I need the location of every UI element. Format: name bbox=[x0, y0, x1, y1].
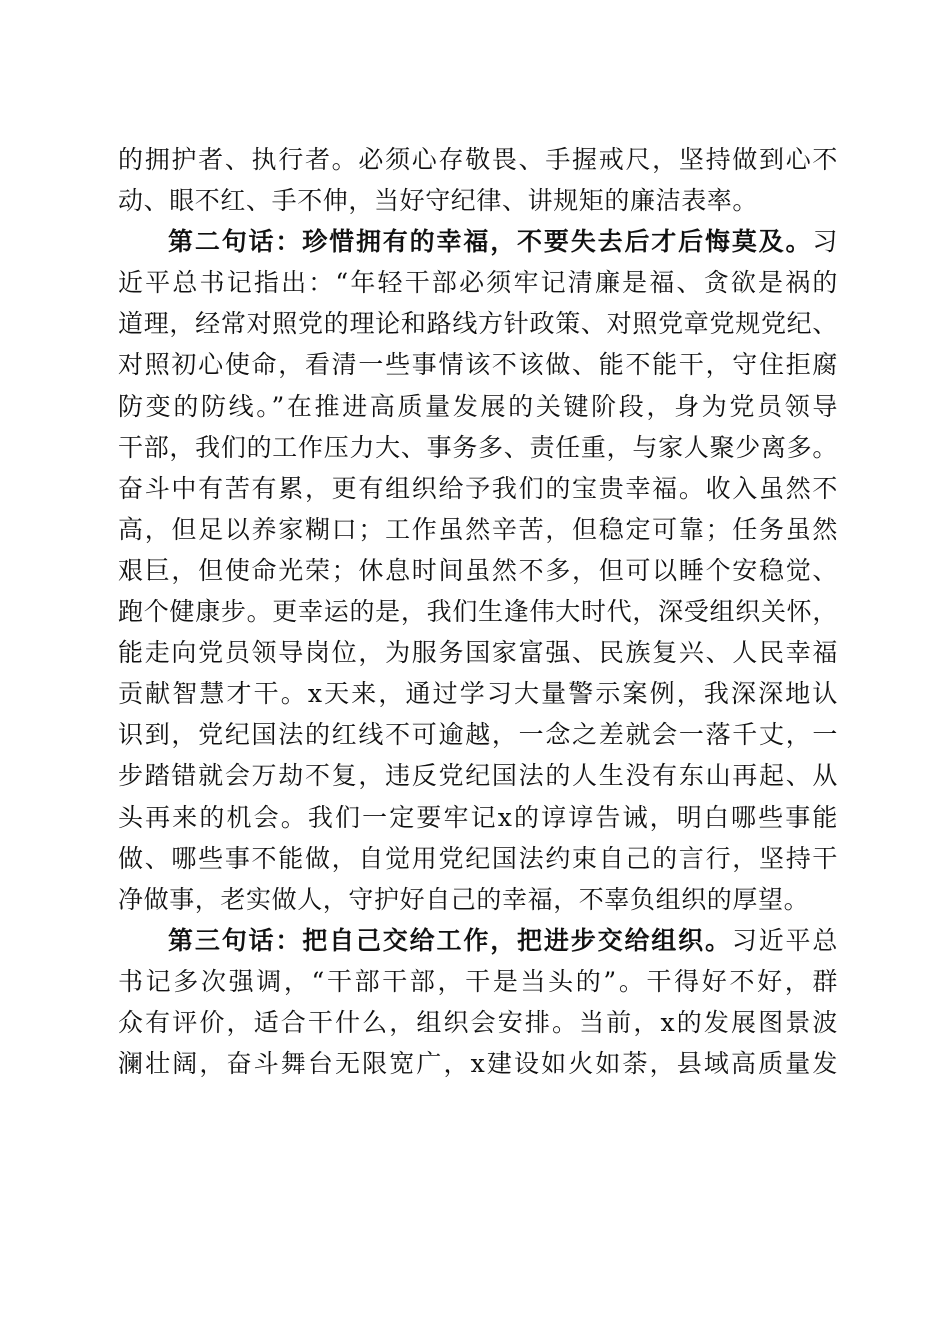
paragraph-3-heading: 第三句话：把自己交给工作，把进步交给组织。 bbox=[168, 925, 732, 955]
paragraph-3-line: 众有评价，适合干什么，组织会安排。当前，x的发展图景波 bbox=[118, 1007, 838, 1037]
paragraph-3-first-line bbox=[118, 920, 838, 961]
paragraph-1-line: 的拥护者、执行者。必须心存敬畏、手握戒尺，坚持做到心不 bbox=[118, 145, 838, 174]
paragraph-3-first-line-rest: 习近平总 bbox=[731, 925, 838, 955]
paragraph-1-line: 动、眼不红、手不伸，当好守纪律、讲规矩的廉洁表率。 bbox=[118, 186, 759, 216]
paragraph-2-line: 贡献智慧才干。x天来，通过学习大量警示案例，我深深地认 bbox=[118, 679, 838, 709]
paragraph-2-line: 干部，我们的工作压力大、事务多、责任重，与家人聚少离多。 bbox=[118, 432, 838, 462]
paragraph-3-line: 书记多次强调，“干部干部，干是当头的”。干得好不好，群 bbox=[118, 966, 838, 996]
paragraph-2-line: 道理，经常对照党的理论和路线方针政策、对照党章党规党纪、 bbox=[118, 309, 838, 339]
paragraph-2-line: 识到，党纪国法的红线不可逾越，一念之差就会一落千丈，一 bbox=[118, 720, 838, 750]
paragraph-2-line: 跑个健康步。更幸运的是，我们生逢伟大时代，深受组织关怀， bbox=[118, 597, 838, 627]
paragraph-2-line: 艰巨，但使命光荣；休息时间虽然不多，但可以睡个安稳觉、 bbox=[118, 555, 838, 585]
paragraph-2-line: 头再来的机会。我们一定要牢记x的谆谆告诫，明白哪些事能 bbox=[118, 802, 838, 832]
paragraph-2-heading: 第二句话：珍惜拥有的幸福，不要失去后才后悔莫及。 bbox=[168, 227, 813, 257]
paragraph-2-line: 近平总书记指出：“年轻干部必须牢记清廉是福、贪欲是祸的 bbox=[118, 268, 838, 298]
paragraph-2-first-line-rest: 习 bbox=[812, 227, 838, 257]
paragraph-2-line: 步踏错就会万劫不复，违反党纪国法的人生没有东山再起、从 bbox=[118, 761, 838, 791]
body-text bbox=[118, 139, 838, 1084]
paragraph-2-first-line bbox=[118, 221, 838, 262]
paragraph-2-line: 防变的防线。”在推进高质量发展的关键阶段，身为党员领导 bbox=[118, 391, 838, 421]
paragraph-2-line: 做、哪些事不能做，自觉用党纪国法约束自己的言行，坚持干 bbox=[118, 843, 838, 873]
paragraph-2-line: 能走向党员领导岗位，为服务国家富强、民族复兴、人民幸福 bbox=[118, 638, 838, 668]
paragraph-2-line: 奋斗中有苦有累，更有组织给予我们的宝贵幸福。收入虽然不 bbox=[118, 473, 838, 503]
paragraph-2-line: 高，但足以养家糊口；工作虽然辛苦，但稳定可靠；任务虽然 bbox=[118, 514, 838, 544]
paragraph-2-line: 净做事，老实做人，守护好自己的幸福，不辜负组织的厚望。 bbox=[118, 884, 810, 914]
paragraph-2-line: 对照初心使命，看清一些事情该不该做、能不能干，守住拒腐 bbox=[118, 350, 838, 380]
paragraph-3-line: 澜壮阔，奋斗舞台无限宽广，x建设如火如荼，县域高质量发 bbox=[118, 1049, 838, 1079]
